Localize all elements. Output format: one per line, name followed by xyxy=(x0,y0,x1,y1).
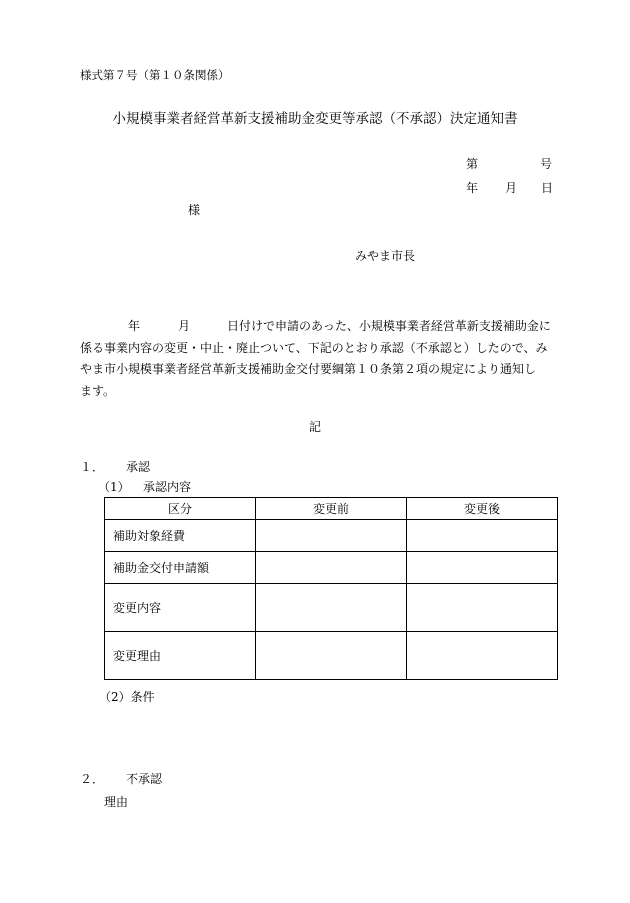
header-before: 変更前 xyxy=(256,498,407,520)
cell-before xyxy=(256,520,407,552)
cell-after xyxy=(407,632,558,680)
section-1-conditions-label: （2）条件 xyxy=(99,690,155,704)
body-year-label: 年 xyxy=(128,319,141,333)
notice-body xyxy=(80,316,555,402)
section-2-reason-label: 理由 xyxy=(104,795,129,809)
form-number: 様式第７号（第１０条関係） xyxy=(80,68,230,82)
body-month-label: 月 xyxy=(178,319,191,333)
table-row xyxy=(105,632,558,680)
body-line-2: 係る事業内容の変更・中止・廃止ついて、下記のとおり承認（不承認と）したので、み xyxy=(80,340,548,355)
body-line-1 xyxy=(80,316,555,338)
row-label: 変更内容 xyxy=(105,584,256,632)
row-label: 変更理由 xyxy=(105,632,256,680)
section-1-number: １． xyxy=(80,460,105,474)
body-line-3: やま市小規模事業者経営革新支援補助金交付要綱第１０条第２項の規定により通知し xyxy=(80,362,537,376)
row-label: 補助金交付申請額 xyxy=(105,552,256,584)
addressee-honorific: 様 xyxy=(188,203,201,217)
section-2-number: ２． xyxy=(80,772,105,786)
table-header-row xyxy=(105,498,558,520)
doc-number-suffix: 号 xyxy=(540,157,553,171)
cell-before xyxy=(256,632,407,680)
body-line-1-rest: 日付けで申請のあった、小規模事業者経営革新支援補助金に xyxy=(227,319,551,333)
issuer-name: みやま市長 xyxy=(355,249,416,263)
cell-before xyxy=(256,584,407,632)
section-1-sub-1-number: （1） xyxy=(98,480,130,494)
date-day-label: 日 xyxy=(541,181,554,195)
row-label: 補助対象経費 xyxy=(105,520,256,552)
cell-after xyxy=(407,520,558,552)
section-1-label: 承認 xyxy=(126,460,151,474)
date-year-label: 年 xyxy=(466,181,479,195)
approval-content-table xyxy=(104,497,558,680)
section-2-label: 不承認 xyxy=(126,772,163,786)
cell-before xyxy=(256,552,407,584)
cell-after xyxy=(407,584,558,632)
header-category: 区分 xyxy=(105,498,256,520)
table-row xyxy=(105,520,558,552)
date-month-label: 月 xyxy=(505,181,518,195)
document-title: 小規模事業者経営革新支援補助金変更等承認（不承認）決定通知書 xyxy=(112,111,518,127)
table-row xyxy=(105,584,558,632)
ki-heading: 記 xyxy=(308,420,321,434)
body-line-4: ます。 xyxy=(80,383,116,398)
header-after: 変更後 xyxy=(407,498,558,520)
cell-after xyxy=(407,552,558,584)
table-row xyxy=(105,552,558,584)
doc-number-prefix: 第 xyxy=(466,157,479,171)
section-1-sub-1-label: 承認内容 xyxy=(143,480,192,494)
